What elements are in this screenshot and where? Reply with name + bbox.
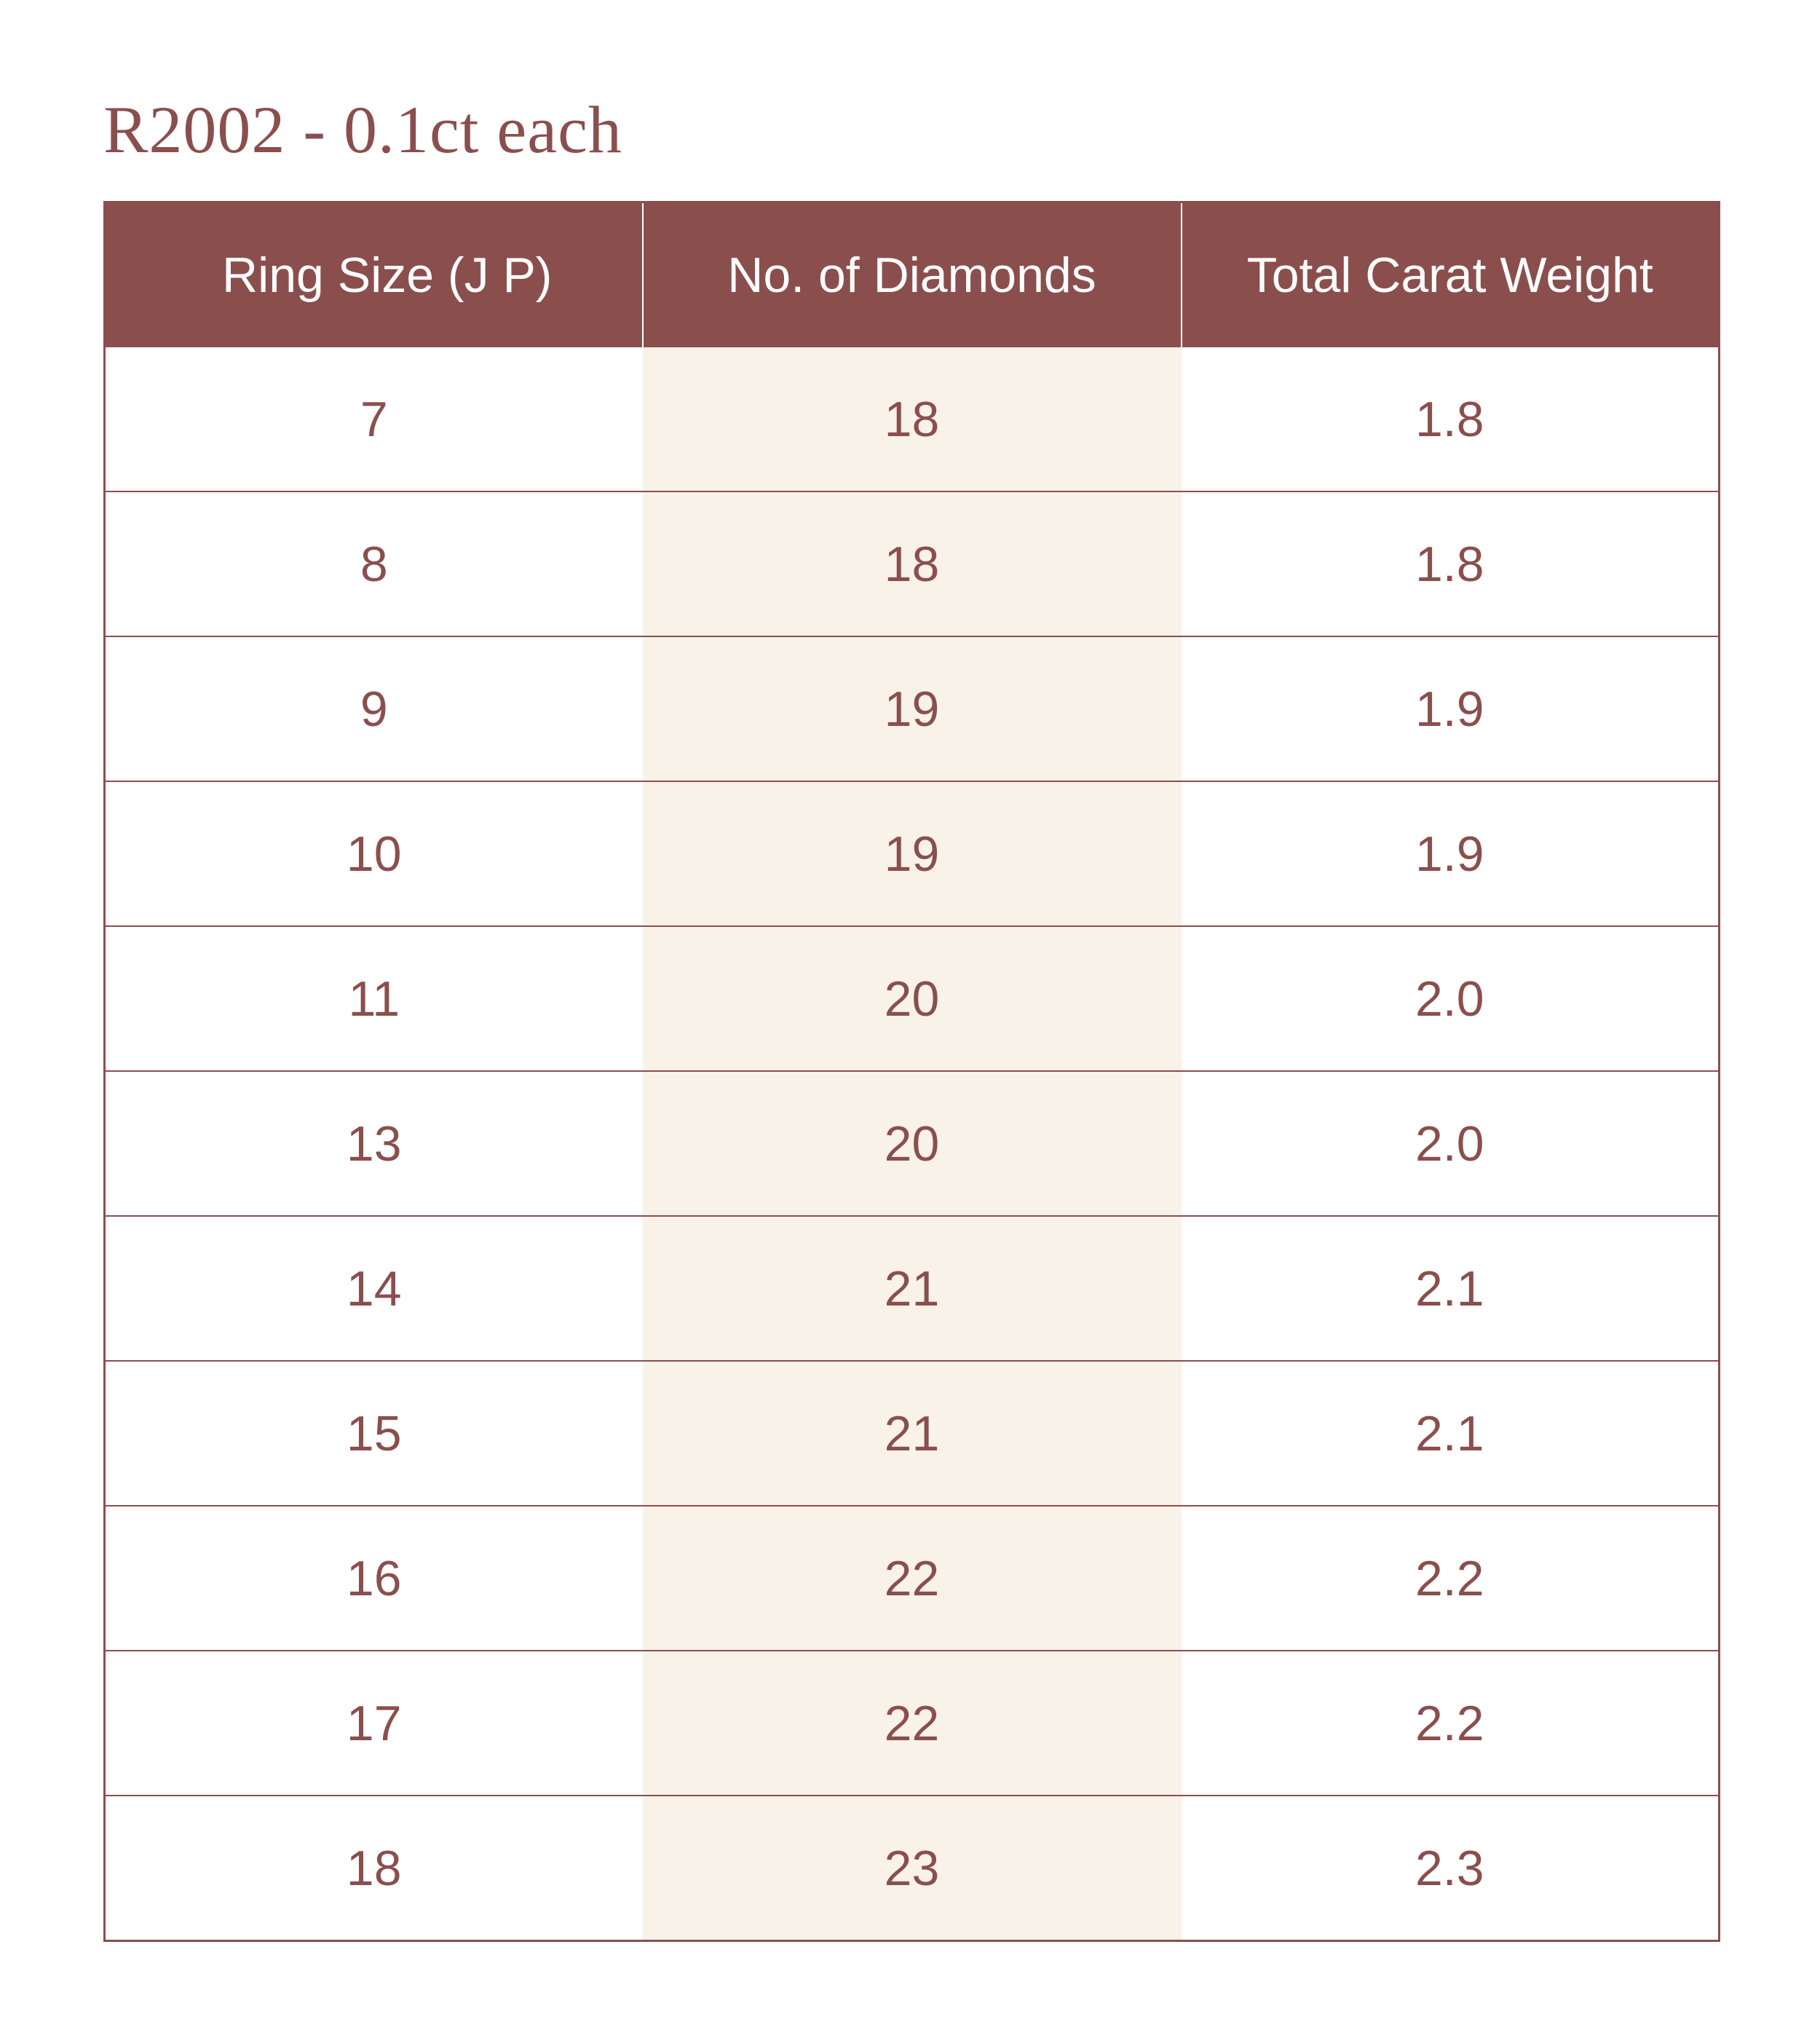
carat-weight-cell: 2.3 (1182, 1796, 1720, 1941)
header-no-of-diamonds: No. of Diamonds (643, 202, 1182, 348)
ring-size-cell: 16 (105, 1506, 643, 1651)
ring-size-cell: 17 (105, 1651, 643, 1796)
header-total-carat-weight: Total Carat Weight (1182, 202, 1720, 348)
diamonds-cell: 20 (643, 1071, 1182, 1216)
ring-size-cell: 13 (105, 1071, 643, 1216)
carat-weight-cell: 2.1 (1182, 1216, 1720, 1361)
table-row (105, 636, 1720, 781)
ring-size-cell: 15 (105, 1361, 643, 1506)
table-row (105, 1651, 1720, 1796)
ring-size-cell: 18 (105, 1796, 643, 1941)
carat-weight-cell: 1.9 (1182, 636, 1720, 781)
diamonds-cell: 20 (643, 926, 1182, 1071)
table-row (105, 347, 1720, 491)
ring-size-cell: 14 (105, 1216, 643, 1361)
ring-size-cell: 10 (105, 781, 643, 926)
diamonds-cell: 23 (643, 1796, 1182, 1941)
carat-weight-cell: 1.8 (1415, 391, 1484, 447)
diamonds-cell: 22 (643, 1651, 1182, 1796)
ring-size-cell: 11 (105, 926, 643, 1071)
table-row (105, 1796, 1720, 1941)
table-row (105, 781, 1720, 926)
carat-weight-cell: 2.0 (1182, 926, 1720, 1071)
ring-size-cell: 8 (105, 491, 643, 636)
table-row (105, 1071, 1720, 1216)
carat-weight-cell: 1.8 (1182, 491, 1720, 636)
diamonds-cell: 18 (643, 347, 1182, 491)
table-row (105, 1216, 1720, 1361)
carat-weight-cell: 2.0 (1182, 1071, 1720, 1216)
table-row (105, 1506, 1720, 1651)
table-row (105, 926, 1720, 1071)
carat-weight-cell: 2.1 (1182, 1361, 1720, 1506)
table-row (105, 491, 1720, 636)
diamonds-cell: 18 (643, 491, 1182, 636)
carat-weight-cell: 2.2 (1182, 1506, 1720, 1651)
diamonds-cell: 22 (643, 1506, 1182, 1651)
carat-weight-cell: 1.9 (1182, 781, 1720, 926)
table-header-row (105, 202, 1720, 348)
ring-size-cell: 7 (360, 391, 388, 447)
diamonds-cell: 19 (643, 636, 1182, 781)
ring-size-table (103, 201, 1720, 1942)
header-ring-size: Ring Size (J P) (105, 202, 643, 348)
diamonds-cell: 21 (643, 1216, 1182, 1361)
page-title: R2002 - 0.1ct each (103, 92, 622, 167)
diamonds-cell: 21 (643, 1361, 1182, 1506)
table-row (105, 1361, 1720, 1506)
carat-weight-cell: 2.2 (1182, 1651, 1720, 1796)
ring-size-cell: 9 (105, 636, 643, 781)
diamonds-cell: 19 (643, 781, 1182, 926)
